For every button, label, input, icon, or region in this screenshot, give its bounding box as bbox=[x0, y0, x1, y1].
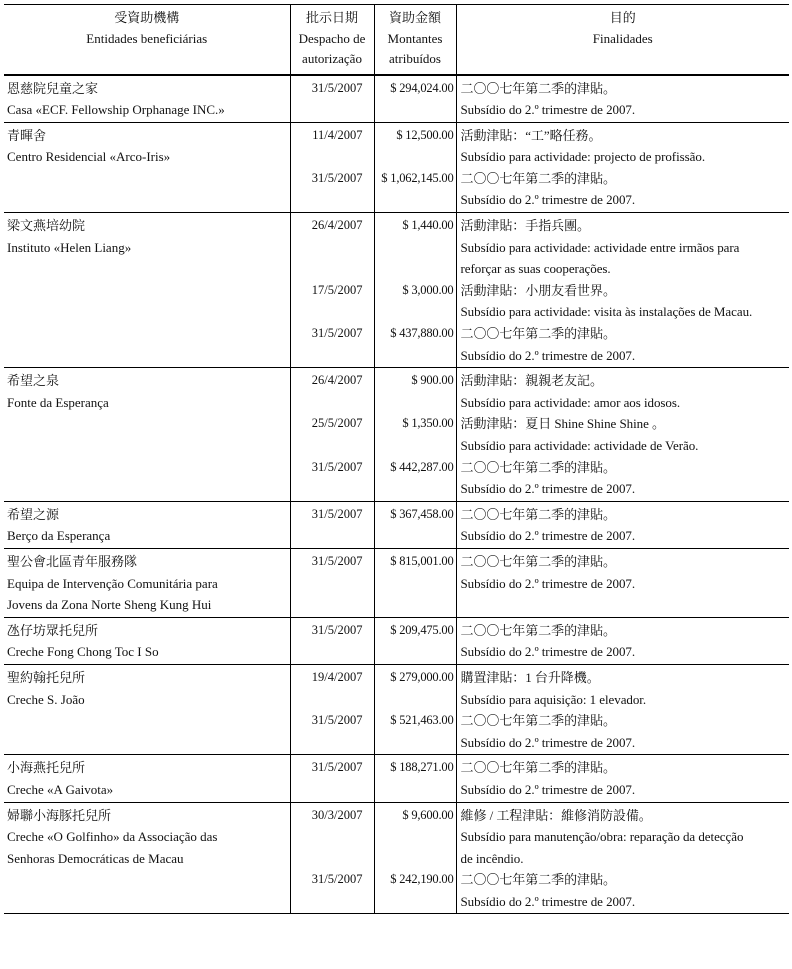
grant-purpose-line: Subsídio do 2.º trimestre de 2007. bbox=[460, 734, 636, 750]
grant-date: 31/5/2007 bbox=[311, 326, 363, 341]
grant-date: 31/5/2007 bbox=[311, 553, 363, 568]
entity-cell bbox=[4, 75, 290, 123]
entity-name-line: Creche Fong Chong Toc I So bbox=[7, 644, 159, 660]
date-cell bbox=[290, 664, 374, 754]
table-row bbox=[4, 213, 789, 368]
grants-table bbox=[4, 4, 789, 914]
spacer-line bbox=[291, 848, 374, 870]
grant-purpose-line: 購置津貼：1 台升降機。 bbox=[460, 669, 600, 685]
spacer-line bbox=[375, 732, 456, 754]
spacer-line bbox=[375, 301, 456, 323]
date-cell bbox=[290, 802, 374, 914]
amount-cell bbox=[374, 548, 456, 617]
spacer-line bbox=[375, 435, 456, 457]
entity-name-line: 青暉舍 bbox=[7, 127, 47, 143]
grant-purpose-line: 二〇〇七年第二季的津貼。 bbox=[460, 170, 616, 186]
spacer-line bbox=[291, 689, 374, 711]
date-cell bbox=[290, 75, 374, 123]
entity-cell bbox=[4, 122, 290, 212]
grant-amount: $ 1,440.00 bbox=[402, 218, 454, 233]
grant-date: 31/5/2007 bbox=[311, 713, 363, 728]
grant-date: 25/5/2007 bbox=[311, 416, 363, 431]
header-line: 批示日期 bbox=[305, 10, 358, 25]
grant-amount: $ 367,458.00 bbox=[390, 506, 454, 521]
date-cell bbox=[290, 617, 374, 664]
entity-name-line: Equipa de Intervenção Comunitária para bbox=[7, 575, 218, 591]
grant-amount: $ 294,024.00 bbox=[390, 80, 454, 95]
table-row bbox=[4, 75, 789, 123]
header-date bbox=[290, 5, 374, 75]
amount-cell bbox=[374, 802, 456, 914]
entity-name-line: Creche «O Golfinho» da Associação das bbox=[7, 829, 218, 845]
header-line: atribuídos bbox=[389, 51, 441, 66]
entity-cell bbox=[4, 617, 290, 664]
entity-name-line: 婦聯小海豚托兒所 bbox=[7, 807, 112, 823]
grant-purpose-line: 活動津貼：小朋友看世界。 bbox=[460, 282, 616, 298]
date-cell bbox=[290, 501, 374, 548]
grant-purpose-line: Subsídio do 2.º trimestre de 2007. bbox=[460, 644, 636, 660]
spacer-line bbox=[375, 779, 456, 801]
date-cell bbox=[290, 213, 374, 368]
grant-purpose-line: 維修 / 工程津貼：維修消防設備。 bbox=[460, 807, 652, 823]
entity-cell bbox=[4, 213, 290, 368]
grant-date: 31/5/2007 bbox=[311, 170, 363, 185]
spacer-line bbox=[291, 345, 374, 367]
spacer-line bbox=[291, 237, 374, 259]
grant-purpose-line: Subsídio para actividade: visita às instalações de Macau. bbox=[460, 304, 753, 320]
entity-name-line: Casa «ECF. Fellowship Orphanage INC.» bbox=[7, 102, 225, 118]
grant-purpose-line: Subsídio do 2.º trimestre de 2007. bbox=[460, 481, 636, 497]
header-line: Entidades beneficiárias bbox=[86, 30, 208, 46]
entity-name-line: Fonte da Esperança bbox=[7, 394, 109, 410]
amount-cell bbox=[374, 213, 456, 368]
entity-name-line: Jovens da Zona Norte Sheng Kung Hui bbox=[7, 597, 212, 613]
spacer-line bbox=[291, 779, 374, 801]
grant-purpose-line: Subsídio do 2.º trimestre de 2007. bbox=[460, 102, 636, 118]
spacer-line bbox=[291, 258, 374, 280]
table-row bbox=[4, 548, 789, 617]
entity-name-line: 聖公會北區青年服務隊 bbox=[7, 553, 138, 569]
purpose-cell bbox=[456, 368, 789, 502]
grant-date: 26/4/2007 bbox=[311, 373, 363, 388]
purpose-cell bbox=[456, 664, 789, 754]
purpose-cell bbox=[456, 501, 789, 548]
entity-name-line: 希望之源 bbox=[7, 506, 60, 522]
spacer-line bbox=[291, 392, 374, 414]
table-row bbox=[4, 755, 789, 802]
grant-purpose-line: Subsídio do 2.º trimestre de 2007. bbox=[460, 893, 636, 909]
grant-amount: $ 279,000.00 bbox=[390, 669, 454, 684]
spacer-line bbox=[291, 641, 374, 663]
spacer-line bbox=[291, 435, 374, 457]
grant-purpose-line: 活動津貼：手指兵團。 bbox=[460, 218, 591, 234]
spacer-line bbox=[291, 573, 374, 595]
entity-name-line: 聖約翰托兒所 bbox=[7, 669, 86, 685]
entity-name-line: 小海燕托兒所 bbox=[7, 760, 86, 776]
header-line: 受資助機構 bbox=[114, 10, 180, 25]
entity-name-line: 梁文燕培幼院 bbox=[7, 218, 86, 234]
spacer-line bbox=[291, 478, 374, 500]
grant-date: 31/5/2007 bbox=[311, 506, 363, 521]
spacer-line bbox=[375, 525, 456, 547]
grant-amount: $ 188,271.00 bbox=[390, 760, 454, 775]
entity-name-line: Senhoras Democráticas de Macau bbox=[7, 850, 184, 866]
grant-purpose-line: 二〇〇七年第二季的津貼。 bbox=[460, 622, 616, 638]
date-cell bbox=[290, 548, 374, 617]
grant-purpose-line: 二〇〇七年第二季的津貼。 bbox=[460, 459, 616, 475]
entity-name-line: Berço da Esperança bbox=[7, 528, 111, 544]
header-line: 目的 bbox=[609, 10, 636, 25]
amount-cell bbox=[374, 75, 456, 123]
purpose-cell bbox=[456, 755, 789, 802]
spacer-line bbox=[375, 826, 456, 848]
grant-date: 17/5/2007 bbox=[311, 282, 363, 297]
header-amount bbox=[374, 5, 456, 75]
grant-date: 31/5/2007 bbox=[311, 459, 363, 474]
grant-purpose-line: Subsídio para manutenção/obra: reparação da detecção bbox=[460, 829, 744, 845]
grant-purpose-line: Subsídio do 2.º trimestre de 2007. bbox=[460, 192, 636, 208]
header-line: Despacho de bbox=[298, 30, 366, 46]
grant-purpose-line: Subsídio para actividade: projecto de profissão. bbox=[460, 149, 706, 165]
grant-purpose-line: 二〇〇七年第二季的津貼。 bbox=[460, 760, 616, 776]
spacer-line bbox=[375, 891, 456, 913]
spacer-line bbox=[291, 189, 374, 211]
grant-amount: $ 815,001.00 bbox=[390, 553, 454, 568]
grant-purpose-line: 活動津貼：“工”略任務。 bbox=[460, 127, 602, 143]
amount-cell bbox=[374, 501, 456, 548]
spacer-line bbox=[375, 237, 456, 259]
spacer-line bbox=[375, 392, 456, 414]
purpose-cell bbox=[456, 122, 789, 212]
spacer-line bbox=[375, 146, 456, 168]
grant-amount: $ 900.00 bbox=[411, 373, 454, 388]
grant-purpose-line: Subsídio do 2.º trimestre de 2007. bbox=[460, 347, 636, 363]
amount-cell bbox=[374, 368, 456, 502]
entity-name-line: 希望之泉 bbox=[7, 373, 60, 389]
entity-name-line: 氹仔坊眾托兒所 bbox=[7, 622, 99, 638]
grant-amount: $ 442,287.00 bbox=[390, 459, 454, 474]
grant-date: 30/3/2007 bbox=[311, 807, 363, 822]
grant-date: 19/4/2007 bbox=[311, 669, 363, 684]
header-entity bbox=[4, 5, 290, 75]
grant-date: 11/4/2007 bbox=[312, 127, 363, 142]
entity-cell bbox=[4, 802, 290, 914]
entity-name-line: Instituto «Helen Liang» bbox=[7, 239, 132, 255]
spacer-line bbox=[291, 525, 374, 547]
date-cell bbox=[290, 122, 374, 212]
spacer-line bbox=[291, 732, 374, 754]
grant-amount: $ 437,880.00 bbox=[390, 326, 454, 341]
spacer-line bbox=[375, 573, 456, 595]
grant-purpose-line: 活動津貼：夏日 Shine Shine Shine 。 bbox=[460, 416, 665, 432]
grant-date: 26/4/2007 bbox=[311, 218, 363, 233]
grant-purpose-line: Subsídio do 2.º trimestre de 2007. bbox=[460, 575, 636, 591]
header-purpose bbox=[456, 5, 789, 75]
spacer-line bbox=[375, 345, 456, 367]
purpose-cell bbox=[456, 802, 789, 914]
entity-name-line: Creche S. João bbox=[7, 691, 85, 707]
grant-amount: $ 521,463.00 bbox=[390, 713, 454, 728]
spacer-line bbox=[291, 146, 374, 168]
entity-cell bbox=[4, 368, 290, 502]
date-cell bbox=[290, 368, 374, 502]
grant-purpose-line: 二〇〇七年第二季的津貼。 bbox=[460, 80, 616, 96]
grant-purpose-line: Subsídio do 2.º trimestre de 2007. bbox=[460, 528, 636, 544]
spacer-line bbox=[375, 99, 456, 121]
grant-amount: $ 9,600.00 bbox=[402, 807, 454, 822]
grant-purpose-line: Subsídio do 2.º trimestre de 2007. bbox=[460, 781, 636, 797]
table-row bbox=[4, 664, 789, 754]
grant-amount: $ 3,000.00 bbox=[402, 282, 454, 297]
grant-amount: $ 12,500.00 bbox=[396, 127, 454, 142]
grant-purpose-line: 二〇〇七年第二季的津貼。 bbox=[460, 872, 616, 888]
date-cell bbox=[290, 755, 374, 802]
purpose-cell bbox=[456, 75, 789, 123]
entity-cell bbox=[4, 664, 290, 754]
spacer-line bbox=[375, 689, 456, 711]
purpose-cell bbox=[456, 617, 789, 664]
grant-date: 31/5/2007 bbox=[311, 622, 363, 637]
grant-purpose-line: de incêndio. bbox=[460, 850, 524, 866]
header-row bbox=[4, 5, 789, 75]
spacer-line bbox=[291, 99, 374, 121]
spacer-line bbox=[375, 189, 456, 211]
grant-purpose-line: 活動津貼：親親老友記。 bbox=[460, 373, 603, 389]
grant-purpose-line: 二〇〇七年第二季的津貼。 bbox=[460, 713, 616, 729]
spacer-line bbox=[375, 848, 456, 870]
entity-name-line: 恩慈院兒童之家 bbox=[7, 80, 99, 96]
grant-date: 31/5/2007 bbox=[311, 80, 363, 95]
entity-name-line: Centro Residencial «Arco-Iris» bbox=[7, 149, 171, 165]
grant-amount: $ 242,190.00 bbox=[390, 872, 454, 887]
entity-name-line: Creche «A Gaivota» bbox=[7, 781, 114, 797]
entity-cell bbox=[4, 501, 290, 548]
header-line: Montantes bbox=[387, 30, 443, 46]
table-row bbox=[4, 368, 789, 502]
spacer-line bbox=[375, 478, 456, 500]
table-row bbox=[4, 802, 789, 914]
table-row bbox=[4, 501, 789, 548]
grant-amount: $ 1,062,145.00 bbox=[381, 170, 454, 185]
grant-purpose-line: Subsídio para actividade: amor aos idosos. bbox=[460, 394, 681, 410]
spacer-line bbox=[375, 258, 456, 280]
grant-purpose-line: 二〇〇七年第二季的津貼。 bbox=[460, 506, 616, 522]
amount-cell bbox=[374, 755, 456, 802]
table-row bbox=[4, 617, 789, 664]
grant-purpose-line: Subsídio para actividade: actividade entre irmãos para bbox=[460, 239, 740, 255]
grant-purpose-line: Subsídio para actividade: actividade de Verão. bbox=[460, 438, 699, 453]
grant-purpose-line: reforçar as suas cooperações. bbox=[460, 261, 611, 277]
amount-cell bbox=[374, 122, 456, 212]
grant-purpose-line: 二〇〇七年第二季的津貼。 bbox=[460, 553, 616, 569]
grant-amount: $ 209,475.00 bbox=[390, 622, 454, 637]
entity-cell bbox=[4, 548, 290, 617]
header-line: 資助金額 bbox=[388, 10, 441, 25]
grant-purpose-line: 二〇〇七年第二季的津貼。 bbox=[460, 326, 616, 342]
grant-date: 31/5/2007 bbox=[311, 872, 363, 887]
header-line: autorização bbox=[302, 51, 362, 66]
amount-cell bbox=[374, 617, 456, 664]
spacer-line bbox=[291, 891, 374, 913]
grant-amount: $ 1,350.00 bbox=[402, 416, 454, 431]
spacer-line bbox=[291, 301, 374, 323]
header-line: Finalidades bbox=[592, 30, 653, 46]
spacer-line bbox=[291, 826, 374, 848]
amount-cell bbox=[374, 664, 456, 754]
grant-purpose-line: Subsídio para aquisição: 1 elevador. bbox=[460, 691, 647, 707]
table-row bbox=[4, 122, 789, 212]
spacer-line bbox=[375, 641, 456, 663]
purpose-cell bbox=[456, 213, 789, 368]
grant-date: 31/5/2007 bbox=[311, 760, 363, 775]
entity-cell bbox=[4, 755, 290, 802]
purpose-cell bbox=[456, 548, 789, 617]
